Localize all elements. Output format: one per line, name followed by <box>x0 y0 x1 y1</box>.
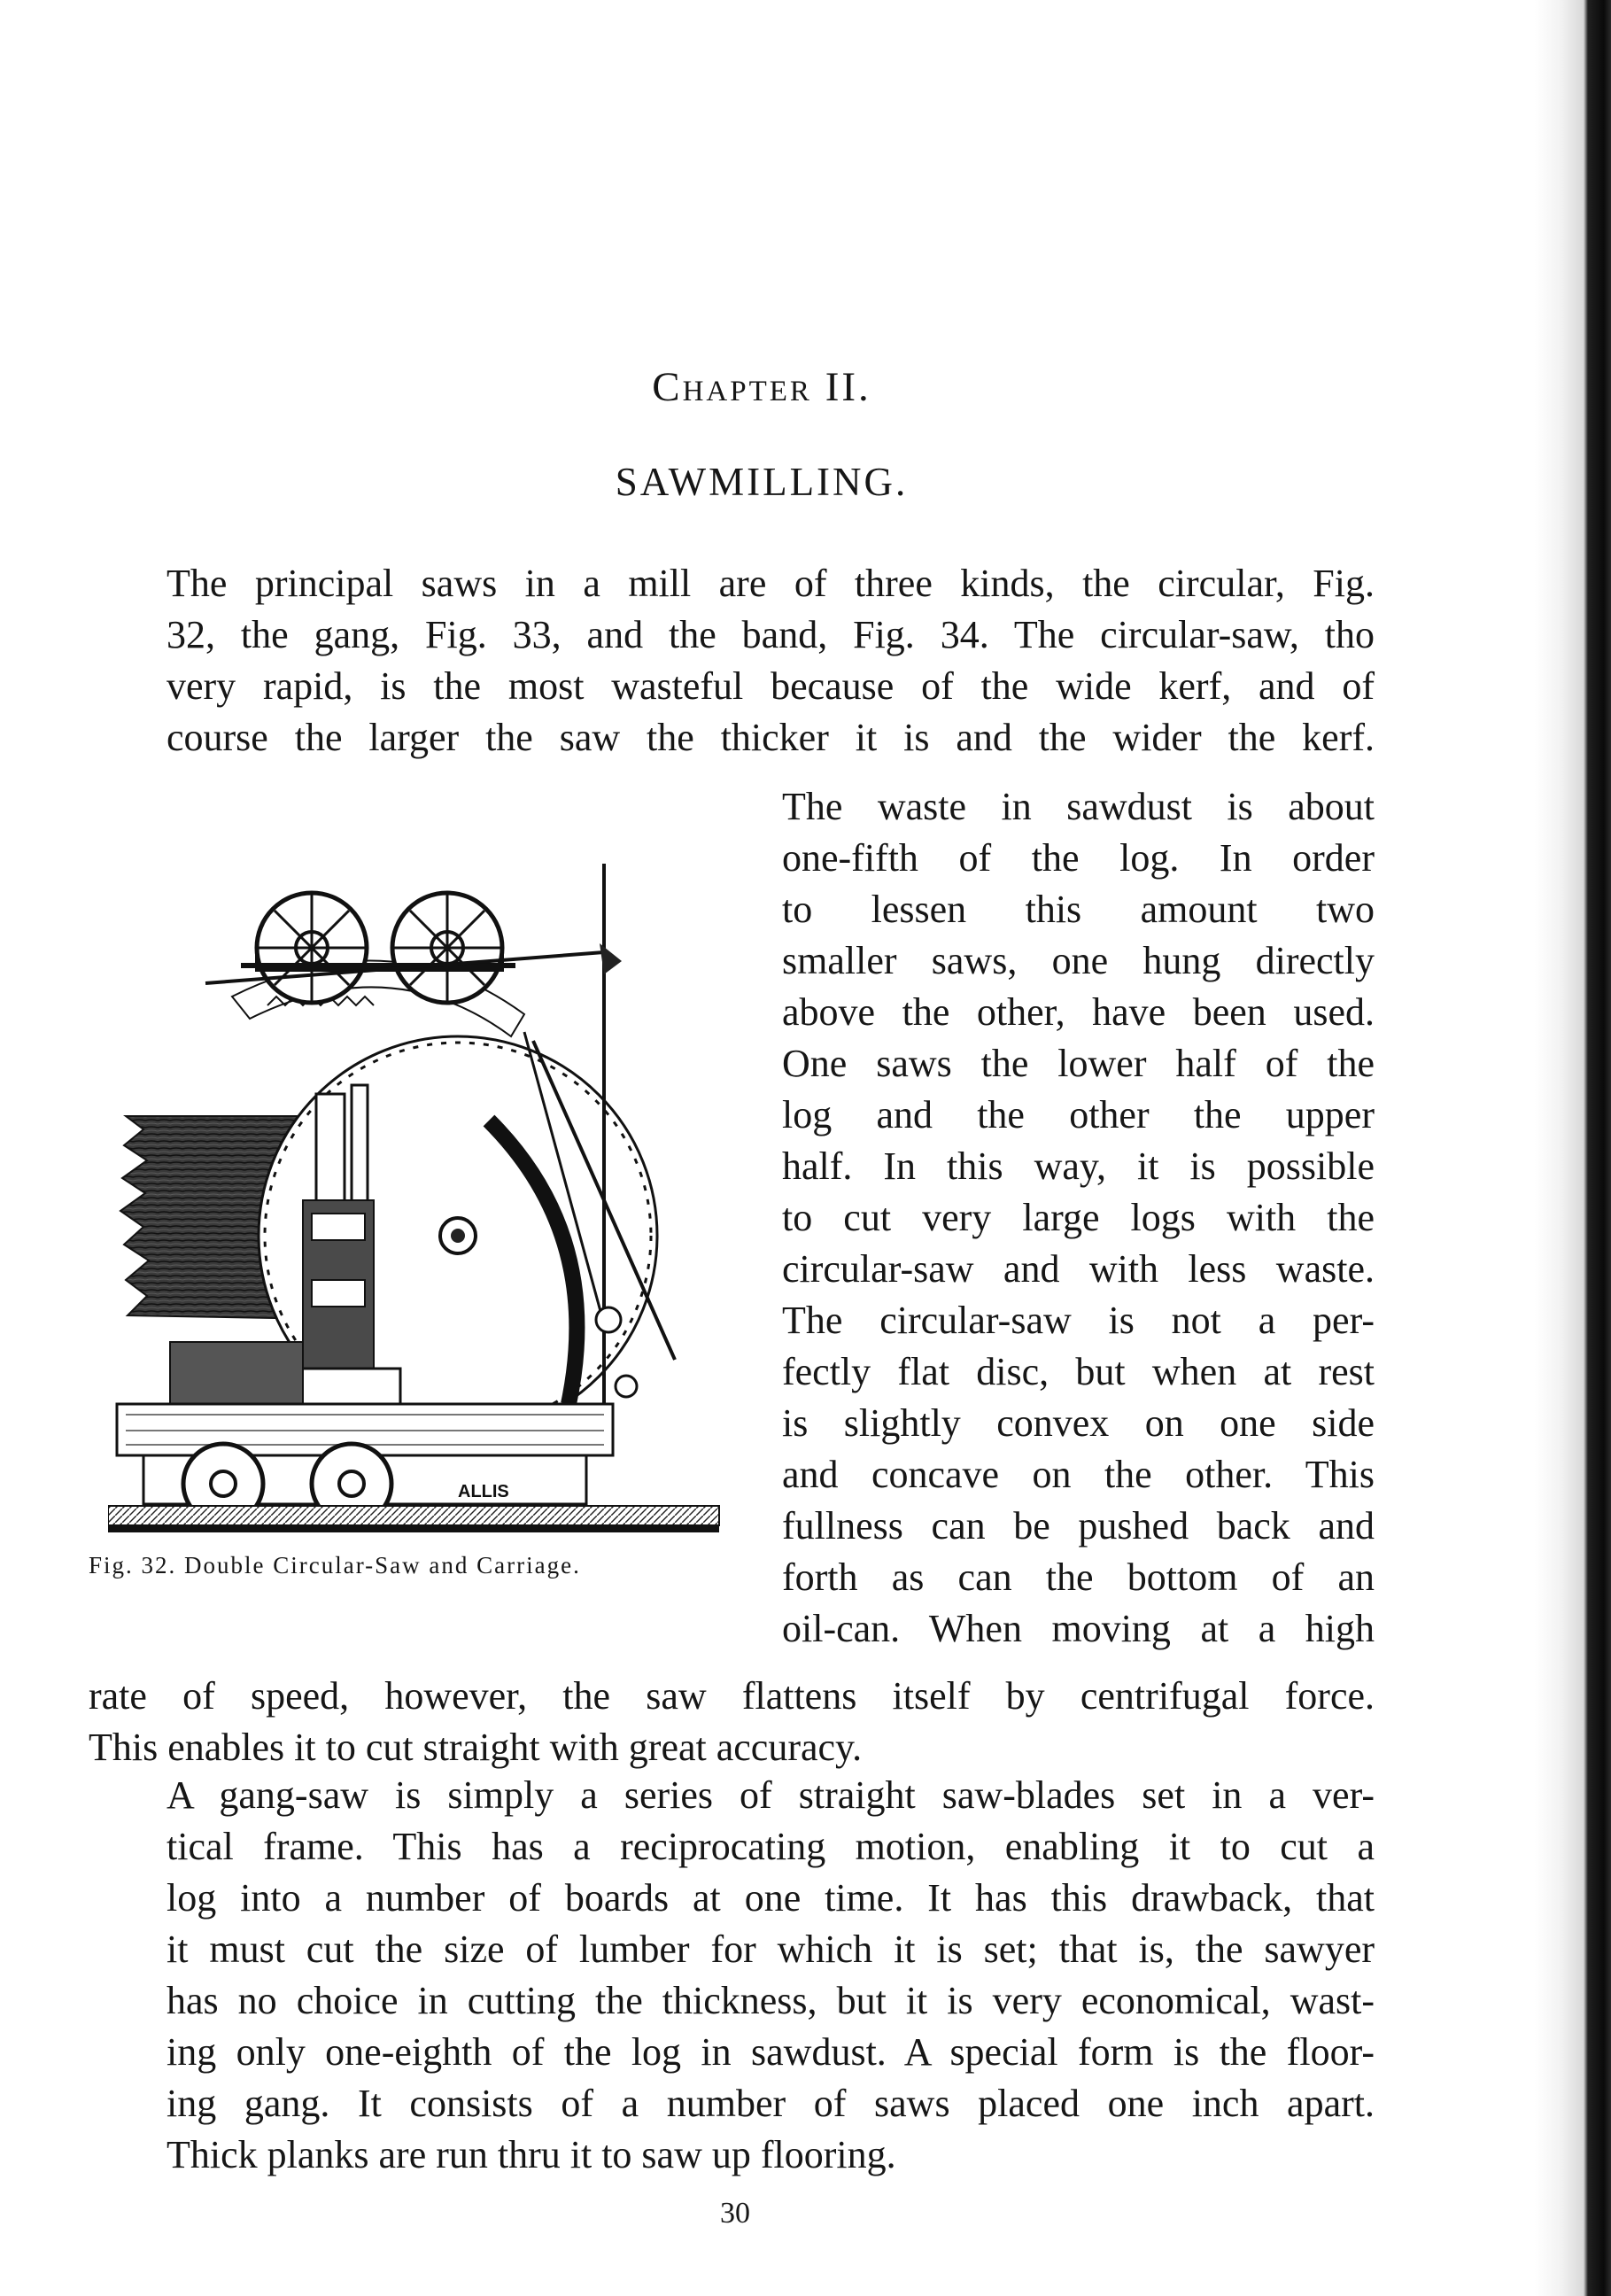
text-line: The circular-saw is not a per- <box>782 1299 1375 1342</box>
chapter-heading: Chapter II. <box>652 364 871 410</box>
text-line: tical frame. This has a reciprocating motion, enabling it to cut a <box>167 1825 1375 1868</box>
text-line: above the other, have been used. <box>782 990 1375 1034</box>
text-line: fectly flat disc, but when at rest <box>782 1350 1375 1393</box>
figure-caption: Fig. 32. Double Circular-Saw and Carriage. <box>89 1552 581 1578</box>
text-line: The principal saws in a mill are of three kinds, the circular, Fig. <box>167 562 1375 605</box>
text-line: half. In this way, it is possible <box>782 1144 1375 1188</box>
text-line: forth as can the bottom of an <box>782 1555 1375 1599</box>
text-line: to lessen this amount two <box>782 888 1375 931</box>
maker-mark: ALLIS <box>458 1482 509 1501</box>
text-line: has no choice in cutting the thickness, but it is very economical, wast- <box>167 1979 1375 2022</box>
section-title: SAWMILLING. <box>615 460 909 504</box>
text-line: it must cut the size of lumber for which it is set; that is, the sawyer <box>167 1928 1375 1971</box>
track-rail <box>108 1506 719 1525</box>
pulley-left <box>257 893 367 1003</box>
text-line: course the larger the saw the thicker it is and the wider the kerf. <box>167 716 1375 759</box>
text-line: oil-can. When moving at a high <box>782 1607 1375 1650</box>
text-line: is slightly convex on one side <box>782 1401 1375 1445</box>
text-line: A gang-saw is simply a series of straight saw-blades set in a ver- <box>167 1773 1375 1817</box>
text-line: Thick planks are run thru it to saw up flooring. <box>167 2133 896 2176</box>
text-line: and concave on the other. This <box>782 1453 1375 1496</box>
text-line: ing gang. It consists of a number of saws placed one inch apart. <box>167 2082 1375 2125</box>
text-line: circular-saw and with less waste. <box>782 1247 1375 1291</box>
paragraph-1-top <box>89 558 1375 764</box>
figure-double-circular-saw <box>108 864 728 1555</box>
paragraph-1-bottom <box>89 1671 1375 1773</box>
pulley-right <box>392 893 502 1003</box>
text-line: to cut very large logs with the <box>782 1196 1375 1239</box>
text-line: This enables it to cut straight with great accuracy. <box>89 1726 863 1769</box>
text-line: smaller saws, one hung directly <box>782 939 1375 982</box>
text-line: very rapid, is the most wasteful because of the wide kerf, and of <box>167 664 1375 708</box>
text-line: fullness can be pushed back and <box>782 1504 1375 1547</box>
scan-binding-edge <box>1535 0 1611 2296</box>
page-number: 30 <box>720 2197 750 2230</box>
text-line: ing only one-eighth of the log in sawdust. A special form is the floor- <box>167 2030 1375 2074</box>
text-line: rate of speed, however, the saw flattens itself by centrifugal force. <box>89 1674 1375 1718</box>
text-line: One saws the lower half of the <box>782 1042 1375 1085</box>
text-line: one-fifth of the log. In order <box>782 836 1375 880</box>
paragraph-1-side <box>782 781 1375 1655</box>
text-line: The waste in sawdust is about <box>782 785 1375 828</box>
text-line: 32, the gang, Fig. 33, and the band, Fig. 34. The circular-saw, tho <box>167 613 1375 656</box>
text-line: log into a number of boards at one time. It has this drawback, that <box>167 1876 1375 1920</box>
paragraph-2 <box>89 1770 1375 2181</box>
text-line: log and the other the upper <box>782 1093 1375 1136</box>
